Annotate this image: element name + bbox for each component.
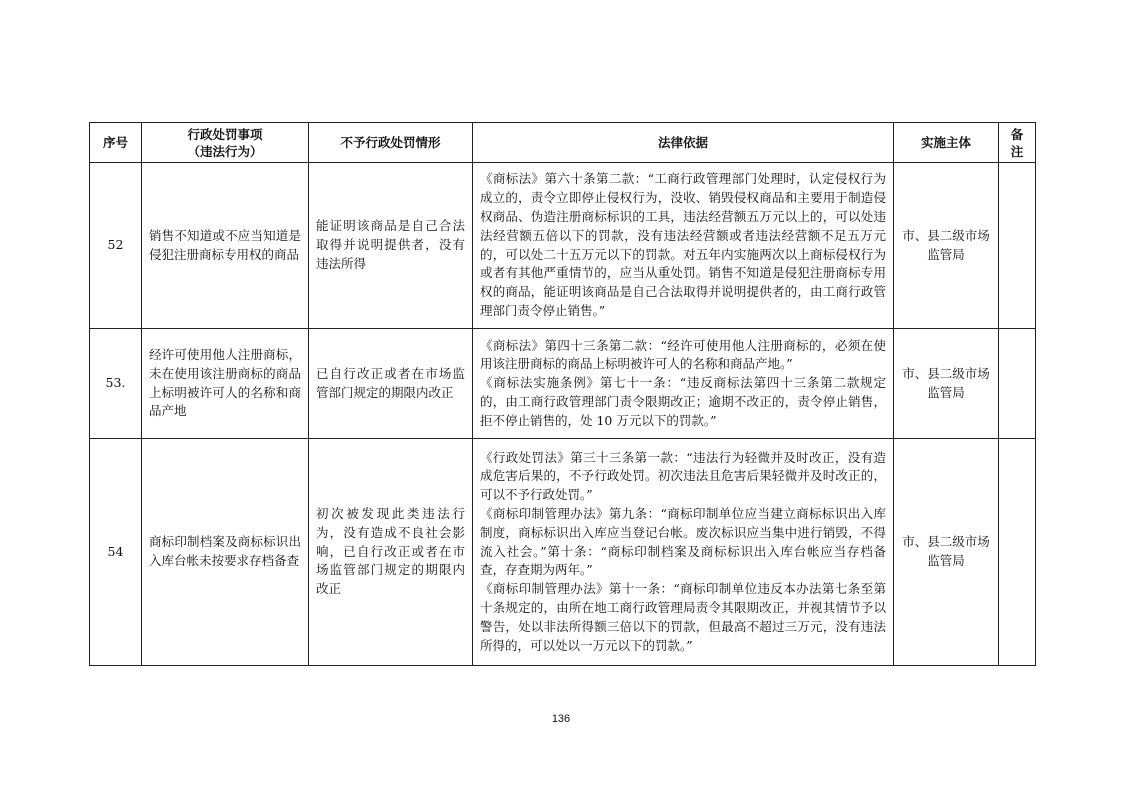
header-row: [90, 123, 1036, 163]
header-authority: 实施主体: [894, 123, 999, 163]
row-remark: [999, 329, 1036, 439]
table-row: [90, 163, 1036, 329]
row-law: [473, 329, 894, 439]
law-paragraph: 《商标法实施条例》第七十一条：“违反商标法第四十三条第二款规定的，由工商行政管理部门责令限期改正；逾期不改正的，责令停止销售，拒不停止销售的，处 10 万元以下的罚款。”: [480, 375, 886, 428]
law-paragraph: 《商标印制管理办法》第十一条：“商标印制单位违反本办法第七条至第十条规定的，由所在地工商行政管理局责令其限期改正，并视其情节予以警告，处以非法所得额三倍以下的罚款，但最高不超过三万元，没有违法所得的，可以处以一万元以下的罚款。”: [480, 581, 886, 653]
row-law: [473, 163, 894, 329]
law-paragraph: 《商标法》第四十三条第二款：“经许可使用他人注册商标的，必须在使用该注册商标的商品上标明被许可人的名称和商品产地。”: [480, 337, 886, 372]
row-exempt: 能证明该商品是自己合法取得并说明提供者，没有违法所得: [309, 163, 473, 329]
row-authority: 市、县二级市场监管局: [894, 439, 999, 666]
row-seq: 52: [90, 163, 142, 329]
row-exempt: 已自行改正或者在市场监管部门规定的期限内改正: [309, 329, 473, 439]
row-item: 商标印制档案及商标标识出入库台帐未按要求存档备查: [142, 439, 309, 666]
header-exempt: 不予行政处罚情形: [309, 123, 473, 163]
page-number: 136: [551, 713, 571, 725]
law-paragraph: 《行政处罚法》第三十三条第一款：“违法行为轻微并及时改正，没有造成危害后果的，不予行政处罚。初次违法且危害后果轻微并及时改正的，可以不予行政处罚。”: [480, 449, 886, 503]
header-item-line1: 行政处罚事项: [187, 126, 263, 142]
law-paragraph: 《商标印制管理办法》第九条：“商标印制单位应当建立商标标识出入库制度，商标标识出入库应当登记台帐。废次标识应当集中进行销毁，不得流入社会。”第十条：“商标印制档案及商标标识出入库台帐应当存档备查，存查期为两年。”: [480, 506, 886, 578]
header-law: 法律依据: [473, 123, 894, 163]
header-item-line2: （违法行为）: [187, 143, 263, 159]
row-item: 经许可使用他人注册商标，未在使用该注册商标的商品上标明被许可人的名称和商品产地: [142, 329, 309, 439]
row-item: 销售不知道或不应当知道是侵犯注册商标专用权的商品: [142, 163, 309, 329]
row-authority: 市、县二级市场监管局: [894, 329, 999, 439]
row-seq: 54: [90, 439, 142, 666]
row-seq: 53.: [90, 329, 142, 439]
table-row: [90, 439, 1036, 666]
row-authority: 市、县二级市场监管局: [894, 163, 999, 329]
header-item: [142, 123, 309, 163]
row-law: [473, 439, 894, 666]
header-seq: 序号: [90, 123, 142, 163]
row-remark: [999, 163, 1036, 329]
header-remark: 备注: [999, 123, 1036, 163]
row-exempt: 初次被发现此类违法行为，没有造成不良社会影响，已自行改正或者在市场监管部门规定的期限内改正: [309, 439, 473, 666]
penalty-table: [89, 122, 1036, 666]
table-row: [90, 329, 1036, 439]
law-paragraph: 《商标法》第六十条第二款：“工商行政管理部门处理时，认定侵权行为成立的，责令立即停止侵权行为，没收、销毁侵权商品和主要用于制造侵权商品、伪造注册商标标识的工具，违法经营额五万元以上的，可以处违法经营额五倍以下的罚款，没有违法经营额或者违法经营额不足五万元的，可以处二十五万元以下的罚款。对五年内实施两次以上商标侵权行为或者有其他严重情节的，应当从重处罚。销售不知道是侵犯注册商标专用权的商品，能证明该商品是自己合法取得并说明提供者的，由工商行政管理部门责令停止销售。”: [480, 171, 886, 318]
row-remark: [999, 439, 1036, 666]
